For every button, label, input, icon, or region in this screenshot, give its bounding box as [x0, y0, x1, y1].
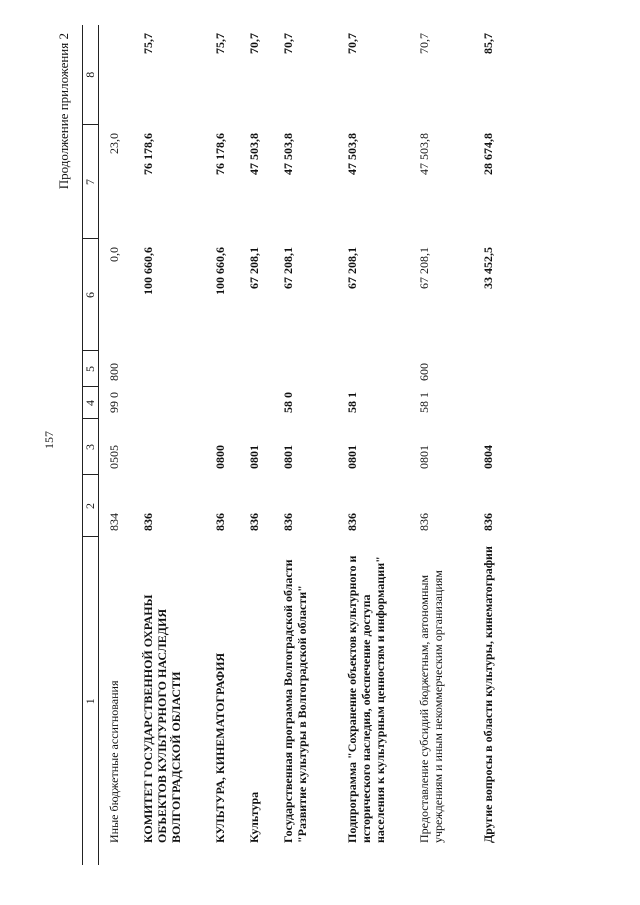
cell-c6: 67 208,1 [247, 247, 261, 289]
cell-c8: 75,7 [213, 33, 227, 54]
cell-c8: 70,7 [247, 33, 261, 54]
cell-c5 [133, 351, 205, 387]
cell-c5 [273, 351, 337, 387]
cell-c3: 0800 [213, 445, 227, 469]
cell-c2: 834 [107, 513, 121, 531]
cell-c6: 100 660,6 [213, 247, 227, 295]
cell-c2: 836 [141, 513, 155, 531]
cell-c3 [133, 419, 205, 475]
cell-c2: 836 [481, 513, 495, 531]
cell-c7: 28 674,8 [481, 133, 495, 175]
cell-c7: 76 178,6 [213, 133, 227, 175]
column-header: 6 [83, 239, 99, 351]
cell-c4: 58 0 [281, 392, 295, 413]
cell-c2: 836 [345, 513, 359, 531]
cell-c2: 836 [247, 513, 261, 531]
cell-c3: 0804 [481, 445, 495, 469]
cell-c6: 0,0 [107, 247, 121, 262]
continuation-note: Продолжение приложения 2 [56, 33, 71, 190]
table-row [205, 25, 239, 865]
cell-c7: 47 503,8 [417, 133, 431, 175]
cell-c5 [337, 351, 409, 387]
cell-c8: 70,7 [417, 33, 431, 54]
table-row [337, 25, 409, 865]
cell-c6: 67 208,1 [345, 247, 359, 289]
cell-c3: 0801 [281, 445, 295, 469]
table-row [273, 25, 337, 865]
cell-c5: 800 [107, 363, 121, 381]
cell-c5 [205, 351, 239, 387]
cell-c8: 70,7 [345, 33, 359, 54]
table-row [239, 25, 273, 865]
cell-c2: 836 [281, 513, 295, 531]
cell-c7: 47 503,8 [281, 133, 295, 175]
cell-c6: 67 208,1 [417, 247, 431, 289]
cell-c4: 58 1 [417, 392, 431, 413]
cell-c3: 0801 [417, 445, 431, 469]
cell-c6: 33 452,5 [481, 247, 495, 289]
cell-c6: 100 660,6 [141, 247, 155, 295]
cell-c5 [473, 351, 517, 387]
cell-c4: 99 0 [107, 392, 121, 413]
column-header: 4 [83, 387, 99, 419]
column-header: 8 [83, 25, 99, 125]
row-name: Другие вопросы в области культуры, кинематографии [481, 546, 495, 843]
cell-c5 [239, 351, 273, 387]
table-row [409, 25, 473, 865]
cell-c7: 47 503,8 [247, 133, 261, 175]
budget-table [82, 25, 517, 865]
cell-c4 [205, 387, 239, 419]
cell-c4 [133, 387, 205, 419]
row-name: КОМИТЕТ ГОСУДАРСТВЕННОЙ ОХРАНЫ ОБЪЕКТОВ КУЛЬТУРНОГО НАСЛЕДИЯ ВОЛГОГРАДСКОЙ ОБЛАСТИ [141, 594, 183, 843]
column-header: 2 [83, 475, 99, 537]
cell-c3: 0505 [107, 445, 121, 469]
column-header: 5 [83, 351, 99, 387]
table-row [133, 25, 205, 865]
column-header: 3 [83, 419, 99, 475]
cell-c7: 76 178,6 [141, 133, 155, 175]
cell-c8: 85,7 [481, 33, 495, 54]
row-name: Предоставление субсидий бюджетным, автономным учреждениям и иным некоммерческим организациям [417, 570, 445, 843]
cell-c8: 70,7 [281, 33, 295, 54]
table-row [99, 25, 134, 865]
row-name: КУЛЬТУРА, КИНЕМАТОГРАФИЯ [213, 652, 227, 843]
cell-c3: 0801 [247, 445, 261, 469]
row-name: Подпрограмма "Сохранение объектов культурного и исторического наследия, обеспечение доступа населения к культурным ценностям и информации" [345, 555, 387, 843]
row-name: Культура [247, 791, 261, 843]
row-name: Иные бюджетные ассигнования [107, 680, 121, 843]
rotated-page [20, 25, 620, 865]
cell-c7: 47 503,8 [345, 133, 359, 175]
cell-c6: 67 208,1 [281, 247, 295, 289]
cell-c8: 75,7 [141, 33, 155, 54]
column-header: 1 [83, 537, 99, 865]
cell-c4: 58 1 [345, 392, 359, 413]
cell-c4 [473, 387, 517, 419]
cell-c2: 836 [213, 513, 227, 531]
cell-c5: 600 [417, 363, 431, 381]
table-row [473, 25, 517, 865]
row-name: Государственная программа Волгоградской области "Развитие культуры в Волгоградской области" [281, 559, 309, 843]
page-number: 157 [42, 431, 56, 449]
cell-c7: 23,0 [107, 133, 121, 154]
cell-c2: 836 [417, 513, 431, 531]
cell-c3: 0801 [345, 445, 359, 469]
column-header: 7 [83, 125, 99, 239]
cell-c4 [239, 387, 273, 419]
header-row [83, 25, 99, 865]
cell-c8 [99, 25, 134, 125]
